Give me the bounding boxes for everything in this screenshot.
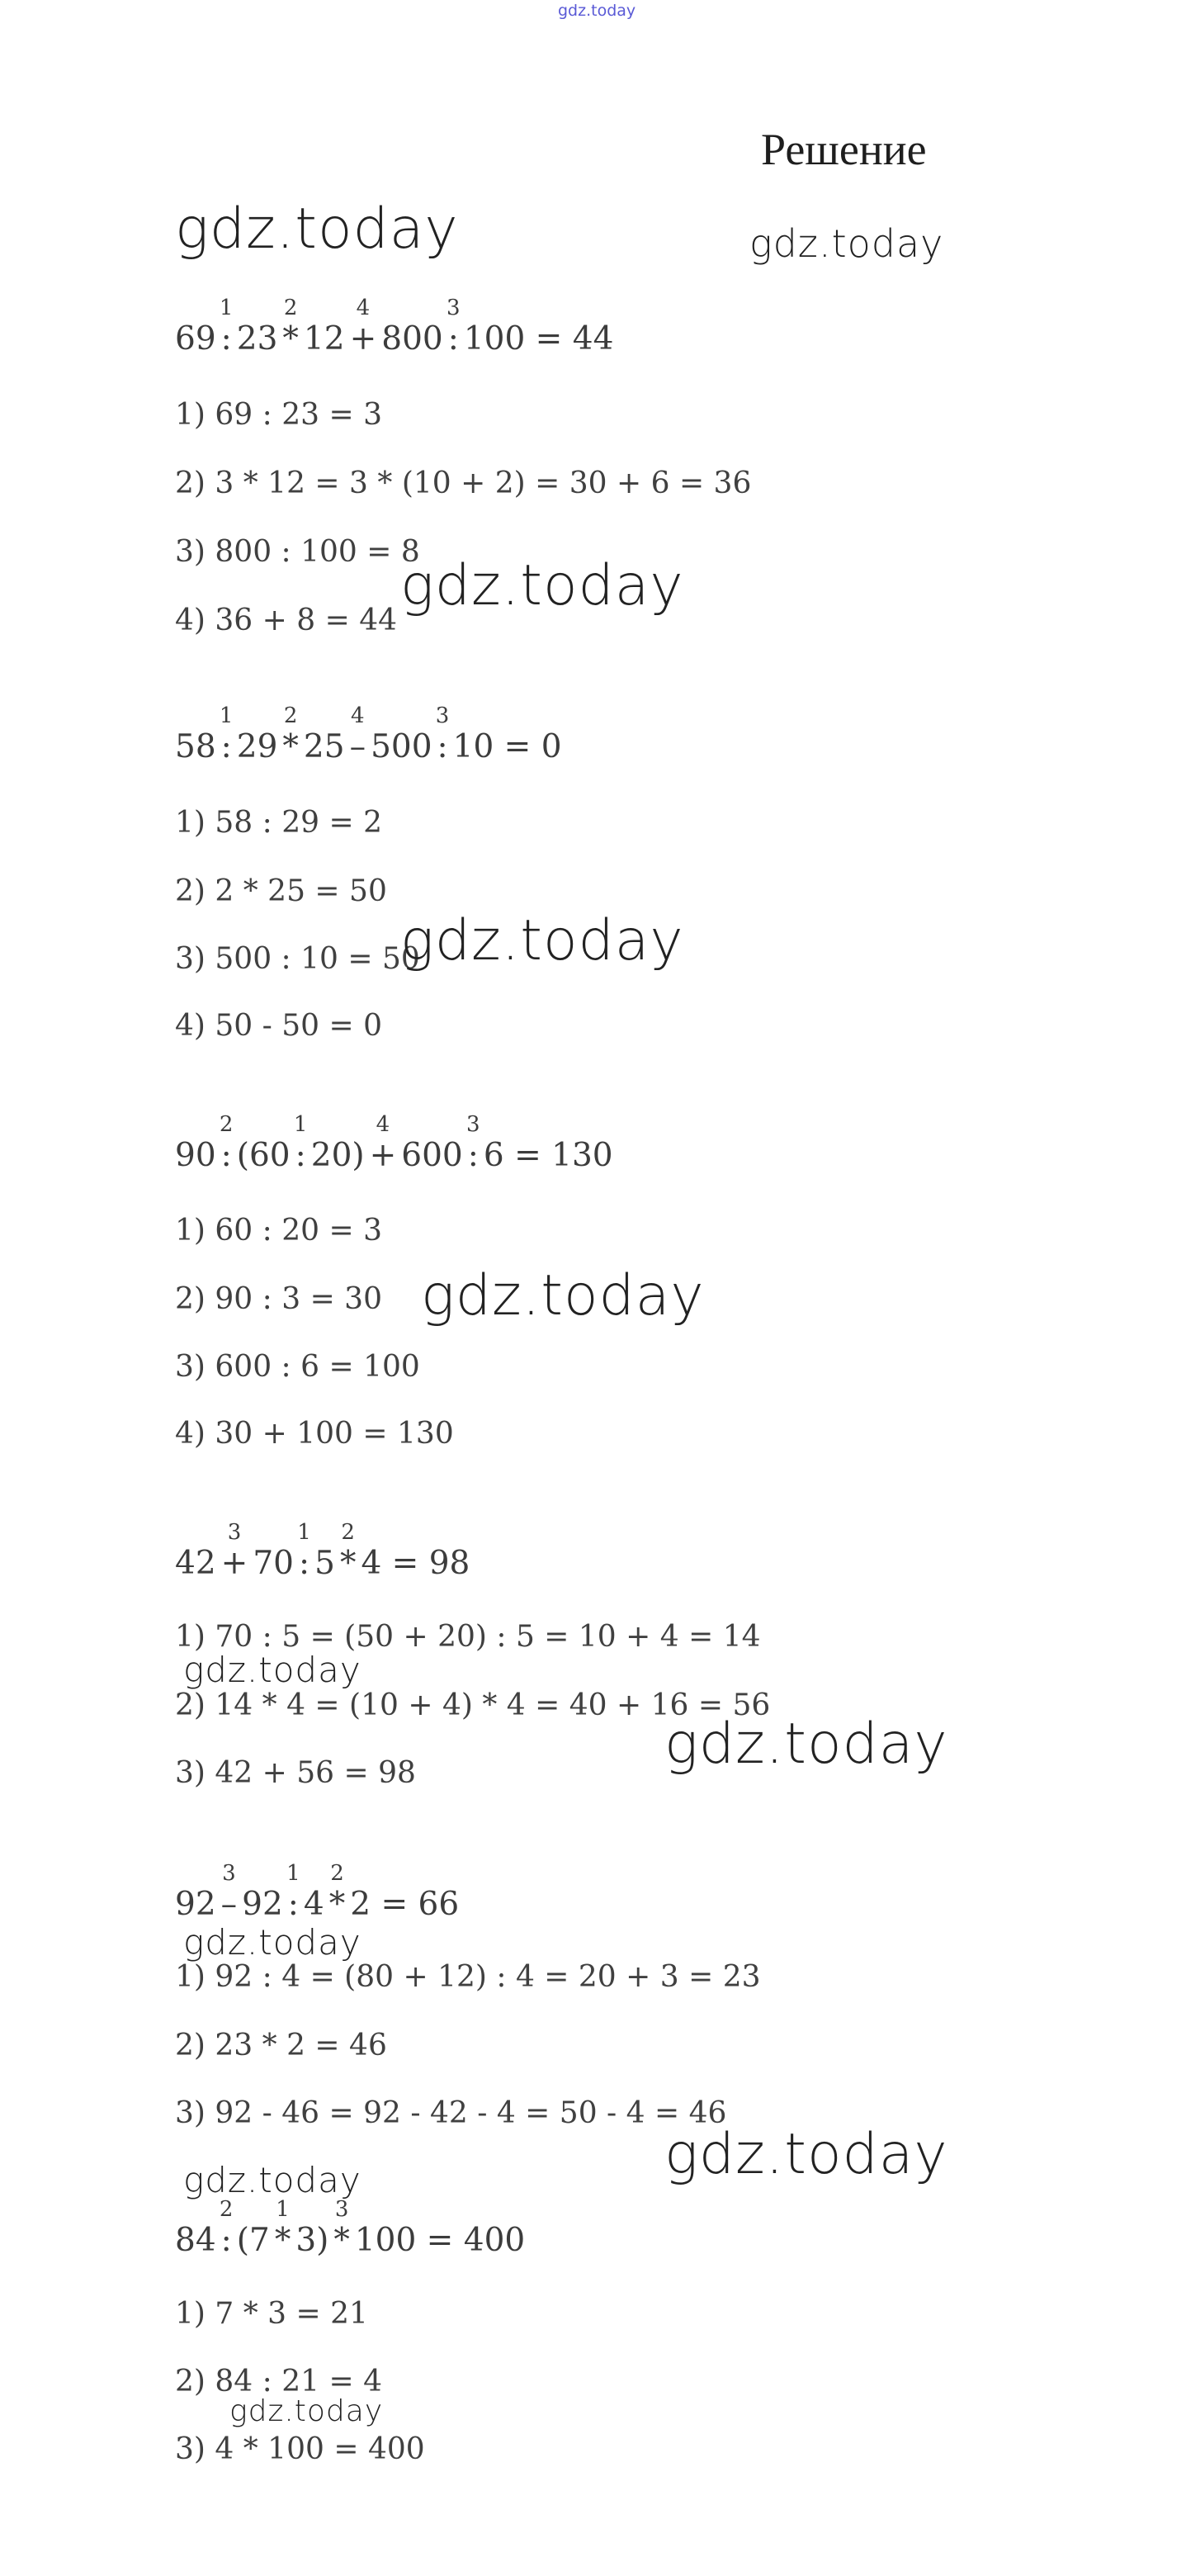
- expression-term: 3): [295, 2222, 329, 2259]
- problem-4-expression: [175, 1520, 470, 1582]
- problem-2-step-4: 4) 50 - 50 = 0: [175, 1009, 383, 1043]
- watermark: gdz.today: [749, 221, 944, 266]
- problem-1-step-2: 2) 3 * 12 = 3 * (10 + 2) = 30 + 6 = 36: [175, 466, 752, 500]
- operator-symbol: +: [220, 1545, 248, 1582]
- operation-order-number: 2: [330, 1861, 344, 1886]
- operator-symbol: *: [282, 728, 299, 765]
- expression-operator: [219, 1112, 234, 1174]
- expression-term: 10 = 0: [452, 728, 562, 765]
- problem-6-step-3: 3) 4 * 100 = 400: [175, 2432, 425, 2466]
- operator-symbol: :: [287, 1886, 299, 1923]
- expression-operator: [293, 1112, 308, 1174]
- operation-order-number: 2: [219, 2197, 234, 2222]
- expression-term: 20): [310, 1137, 365, 1174]
- expression-term: 84: [175, 2222, 216, 2259]
- problem-1-expression: [175, 296, 614, 358]
- operation-order-number: 3: [466, 1112, 480, 1137]
- problem-3-step-1: 1) 60 : 20 = 3: [175, 1214, 382, 1248]
- watermark: gdz.today: [175, 197, 459, 262]
- expression-term: 92: [175, 1886, 216, 1923]
- expression-term: (60: [236, 1137, 291, 1174]
- problem-5-step-3: 3) 92 - 46 = 92 - 42 - 4 = 50 - 4 = 46: [175, 2096, 727, 2130]
- operation-order-number: 2: [219, 1112, 234, 1137]
- operator-symbol: :: [467, 1137, 479, 1174]
- watermark: gdz.today: [664, 2122, 948, 2187]
- problem-4-step-3: 3) 42 + 56 = 98: [175, 1756, 416, 1790]
- expression-term: 500: [371, 728, 432, 765]
- operation-order-number: 3: [334, 2197, 349, 2222]
- problem-2-expression: [175, 703, 562, 765]
- operation-order-number: 3: [446, 296, 461, 320]
- operation-order-number: 4: [356, 296, 371, 320]
- watermark: gdz.today: [229, 2394, 384, 2428]
- operator-symbol: :: [447, 320, 459, 358]
- operator-symbol: *: [328, 1886, 346, 1923]
- operation-order-number: 1: [276, 2197, 290, 2222]
- expression-term: 58: [175, 728, 216, 765]
- problem-4-step-1: 1) 70 : 5 = (50 + 20) : 5 = 10 + 4 = 14: [175, 1620, 761, 1654]
- operation-order-number: 1: [219, 296, 234, 320]
- operator-symbol: –: [220, 1886, 238, 1923]
- operator-symbol: *: [339, 1545, 357, 1582]
- operation-order-number: 3: [222, 1861, 236, 1886]
- operator-symbol: :: [220, 1137, 232, 1174]
- operator-symbol: :: [220, 2222, 232, 2259]
- expression-operator: [328, 1861, 346, 1923]
- expression-term: 100 = 44: [463, 320, 614, 358]
- operator-symbol: *: [282, 320, 299, 358]
- operator-symbol: +: [369, 1137, 397, 1174]
- operation-order-number: 3: [435, 703, 450, 728]
- expression-operator: [286, 1861, 300, 1923]
- operation-order-number: 3: [227, 1520, 242, 1545]
- expression-term: 25: [303, 728, 345, 765]
- expression-term: 69: [175, 320, 216, 358]
- expression-operator: [219, 2197, 234, 2259]
- problem-2-step-3: 3) 500 : 10 = 50: [175, 942, 420, 976]
- expression-operator: [274, 2197, 291, 2259]
- expression-operator: [297, 1520, 311, 1582]
- problem-1-step-1: 1) 69 : 23 = 3: [175, 398, 382, 432]
- watermark: gdz.today: [400, 553, 684, 618]
- expression-term: (7: [236, 2222, 270, 2259]
- expression-term: 29: [236, 728, 278, 765]
- watermark: gdz.today: [421, 1263, 705, 1328]
- expression-term: 92: [242, 1886, 283, 1923]
- expression-operator: [219, 703, 234, 765]
- problem-4-step-2: 2) 14 * 4 = (10 + 4) * 4 = 40 + 16 = 56: [175, 1688, 771, 1722]
- operation-order-number: 4: [376, 1112, 390, 1137]
- operator-symbol: :: [295, 1137, 306, 1174]
- operator-symbol: :: [298, 1545, 310, 1582]
- problem-3-step-2: 2) 90 : 3 = 30: [175, 1282, 382, 1316]
- problem-5-step-1: 1) 92 : 4 = (80 + 12) : 4 = 20 + 3 = 23: [175, 1960, 761, 1994]
- operator-symbol: *: [333, 2222, 350, 2259]
- problem-3-expression: [175, 1112, 613, 1174]
- expression-operator: [339, 1520, 357, 1582]
- problem-3-step-4: 4) 30 + 100 = 130: [175, 1417, 454, 1451]
- expression-term: 42: [175, 1545, 216, 1582]
- expression-operator: [282, 703, 299, 765]
- operator-symbol: :: [437, 728, 448, 765]
- operation-order-number: 2: [283, 703, 298, 728]
- watermark: gdz.today: [664, 1712, 948, 1777]
- operation-order-number: 1: [293, 1112, 308, 1137]
- operation-order-number: 1: [297, 1520, 311, 1545]
- expression-operator: [349, 296, 377, 358]
- problem-5-expression: [175, 1861, 460, 1923]
- expression-operator: [466, 1112, 480, 1174]
- operation-order-number: 2: [283, 296, 298, 320]
- top-link[interactable]: gdz.today: [558, 2, 636, 20]
- expression-operator: [220, 1861, 238, 1923]
- problem-1-step-4: 4) 36 + 8 = 44: [175, 604, 398, 637]
- problem-2-step-1: 1) 58 : 29 = 2: [175, 806, 382, 840]
- operation-order-number: 2: [341, 1520, 355, 1545]
- expression-term: 100 = 400: [354, 2222, 526, 2259]
- expression-operator: [282, 296, 299, 358]
- problem-5-step-2: 2) 23 * 2 = 46: [175, 2029, 387, 2062]
- operator-symbol: :: [220, 320, 232, 358]
- problem-2-step-2: 2) 2 * 25 = 50: [175, 874, 387, 908]
- problem-6-step-1: 1) 7 * 3 = 21: [175, 2297, 368, 2331]
- expression-term: 12: [303, 320, 345, 358]
- problem-6-step-2: 2) 84 : 21 = 4: [175, 2365, 382, 2398]
- operation-order-number: 1: [219, 703, 234, 728]
- watermark: gdz.today: [400, 908, 684, 973]
- expression-term: 6 = 130: [483, 1137, 613, 1174]
- expression-term: 4: [303, 1886, 324, 1923]
- expression-term: 23: [236, 320, 278, 358]
- expression-operator: [220, 1520, 248, 1582]
- expression-operator: [446, 296, 461, 358]
- operator-symbol: *: [274, 2222, 291, 2259]
- operation-order-number: 4: [351, 703, 365, 728]
- watermark: gdz.today: [183, 1650, 361, 1690]
- operator-symbol: :: [220, 728, 232, 765]
- expression-term: 600: [401, 1137, 463, 1174]
- problem-3-step-3: 3) 600 : 6 = 100: [175, 1350, 420, 1384]
- expression-term: 2 = 66: [350, 1886, 460, 1923]
- watermark: gdz.today: [183, 1922, 361, 1963]
- expression-term: 5: [314, 1545, 335, 1582]
- expression-operator: [333, 2197, 350, 2259]
- expression-term: 800: [381, 320, 443, 358]
- operation-order-number: 1: [286, 1861, 300, 1886]
- expression-operator: [349, 703, 366, 765]
- expression-term: 70: [253, 1545, 294, 1582]
- watermark: gdz.today: [183, 2160, 361, 2200]
- page-title: Решение: [761, 125, 927, 174]
- expression-operator: [369, 1112, 397, 1174]
- expression-term: 4 = 98: [361, 1545, 470, 1582]
- operator-symbol: +: [349, 320, 377, 358]
- expression-term: 90: [175, 1137, 216, 1174]
- expression-operator: [219, 296, 234, 358]
- expression-operator: [435, 703, 450, 765]
- problem-1-step-3: 3) 800 : 100 = 8: [175, 535, 420, 569]
- operator-symbol: –: [349, 728, 366, 765]
- problem-6-expression: [175, 2197, 526, 2259]
